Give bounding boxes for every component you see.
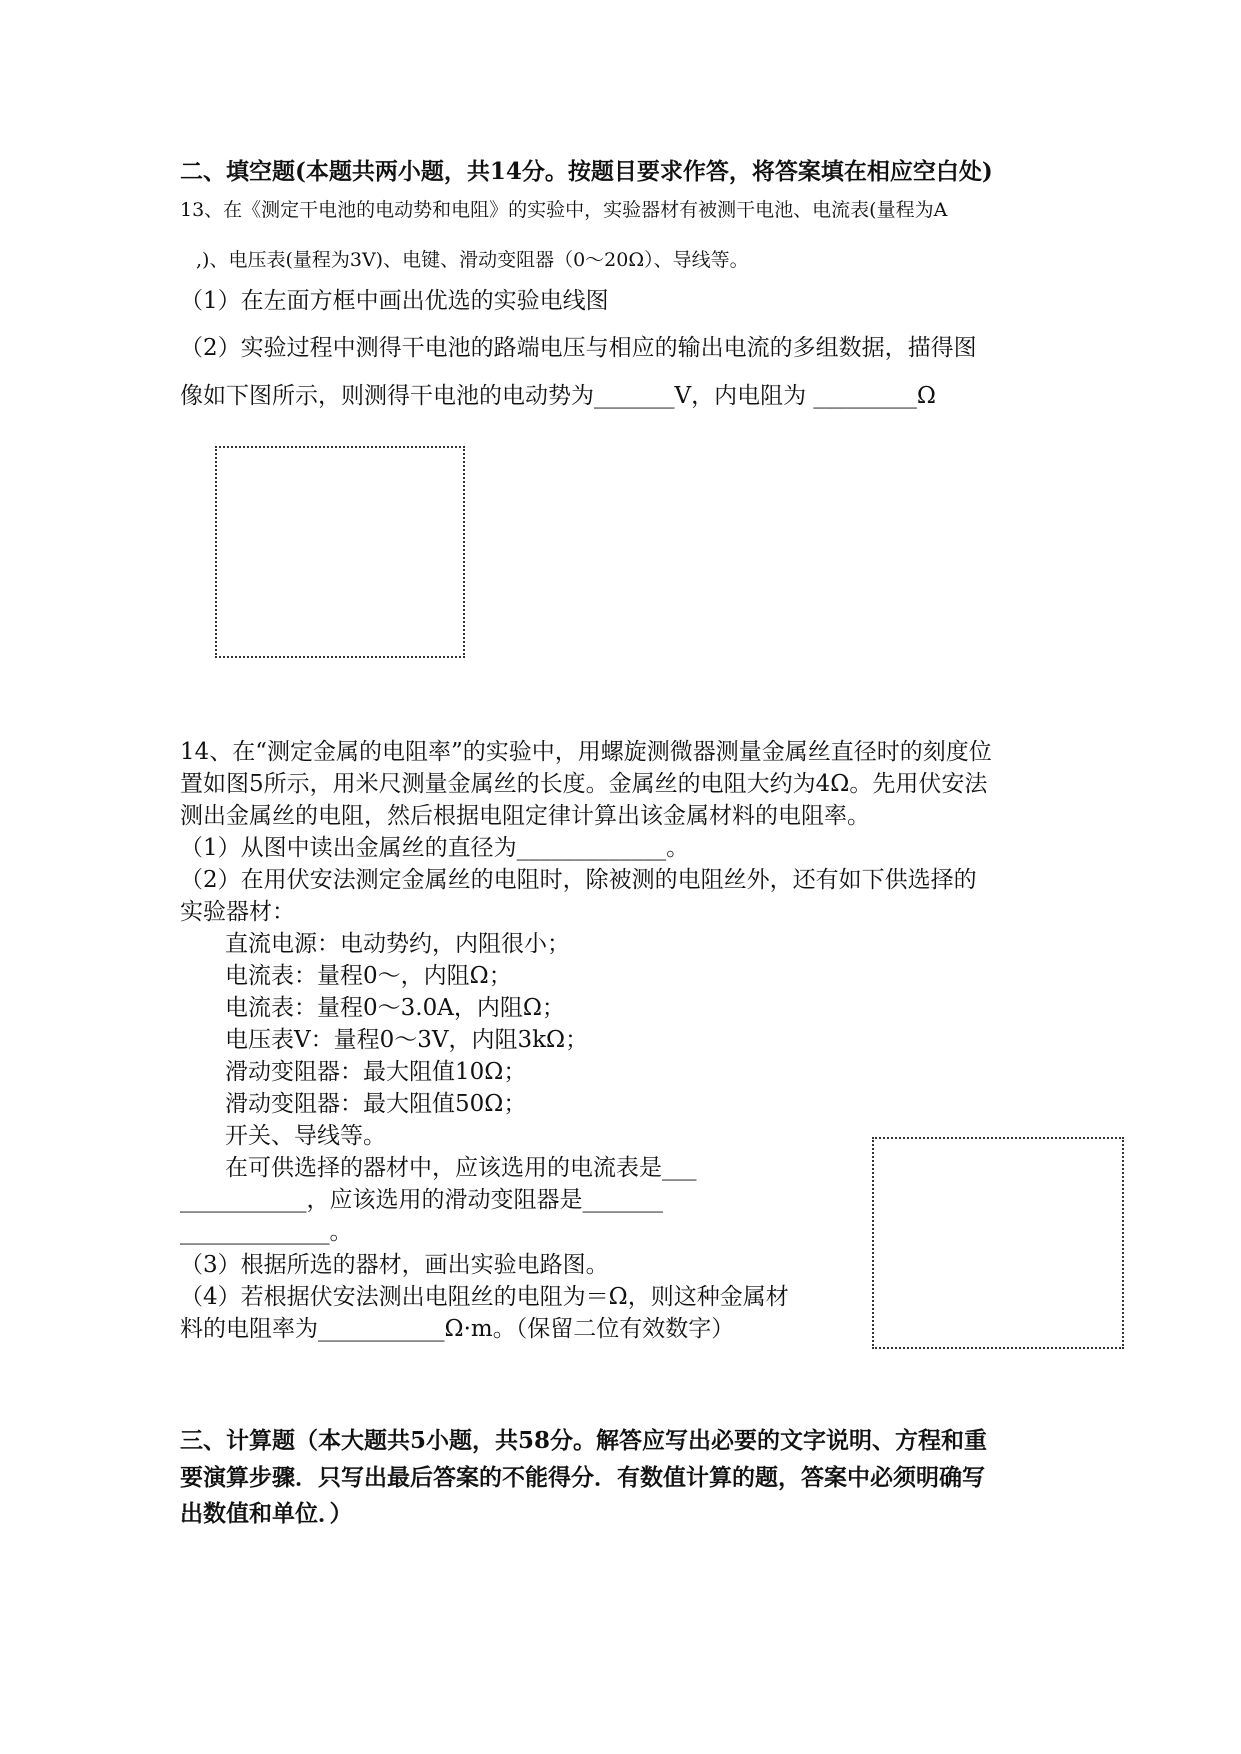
q14-part4-line1: （4）若根据伏安法测出电阻丝的电阻为＝Ω，则这种金属材 <box>180 1284 789 1310</box>
section3-line3: 出数值和单位．） <box>180 1500 353 1527</box>
section2-title: 二、填空题(本题共两小题，共14分。按题目要求作答，将答案填在相应空白处) <box>180 158 993 185</box>
q13-part2-line1: （2）实验过程中测得干电池的路端电压与相应的输出电流的多组数据，描得图 <box>180 335 977 361</box>
q14-part2-line2: 实验器材： <box>180 899 295 925</box>
q14-part1: （1）从图中读出金属丝的直径为_____________。 <box>180 835 690 861</box>
equipment-item: 电流表：量程0～3.0A，内阻Ω； <box>225 995 565 1021</box>
q14-part2-line1: （2）在用伏安法测定金属丝的电阻时，除被测的电阻丝外，还有如下供选择的 <box>180 867 977 893</box>
q14-line3: 测出金属丝的电阻，然后根据电阻定律计算出该金属材料的电阻率。 <box>180 803 870 829</box>
equipment-item: 直流电源：电动势约，内阻很小； <box>225 931 570 957</box>
q14-circuit-box <box>872 1137 1124 1349</box>
section3-line1: 三、计算题（本大题共5小题，共58分。解答应写出必要的文字说明、方程和重 <box>180 1427 988 1454</box>
q13-line2: ,)、电压表(量程为3V)、电键、滑动变阻器（0～20Ω）、导线等。 <box>196 249 749 271</box>
q13-part2-line2: 像如下图所示，则测得干电池的电动势为_______V，内电阻为 _________Ω <box>180 383 936 409</box>
q14-part3: （3）根据所选的器材，画出实验电路图。 <box>180 1252 609 1278</box>
q14-line1: 14、在“测定金属的电阻率”的实验中，用螺旋测微器测量金属丝直径时的刻度位 <box>180 739 992 765</box>
q14-line2: 置如图5所示，用米尺测量金属丝的长度。金属丝的电阻大约为4Ω。先用伏安法 <box>180 771 988 797</box>
section3-line2: 要演算步骤．只写出最后答案的不能得分．有数值计算的题，答案中必须明确写 <box>180 1464 985 1491</box>
q13-answer-box <box>215 446 465 658</box>
equipment-item: 滑动变阻器：最大阻值10Ω； <box>225 1059 527 1085</box>
q14-part4-line2: 料的电阻率为___________Ω·m。（保留二位有效数字） <box>180 1316 735 1342</box>
equipment-item: 滑动变阻器：最大阻值50Ω； <box>225 1091 527 1117</box>
q14-choose-line3: _____________。 <box>180 1219 353 1245</box>
equipment-item: 开关、导线等。 <box>225 1123 386 1149</box>
q14-choose-line2: ___________，应该选用的滑动变阻器是_______ <box>180 1187 663 1213</box>
q13-part1: （1）在左面方框中画出优选的实验电线图 <box>180 288 609 314</box>
equipment-item: 电流表：量程0～，内阻Ω； <box>225 963 512 989</box>
q13-line1: 13、在《测定干电池的电动势和电阻》的实验中，实验器材有被测干电池、电流表(量程为A <box>180 199 948 221</box>
equipment-item: 电压表V：量程0～3V，内阻3kΩ； <box>225 1027 589 1053</box>
q14-choose-line1: 在可供选择的器材中，应该选用的电流表是___ <box>225 1155 697 1181</box>
